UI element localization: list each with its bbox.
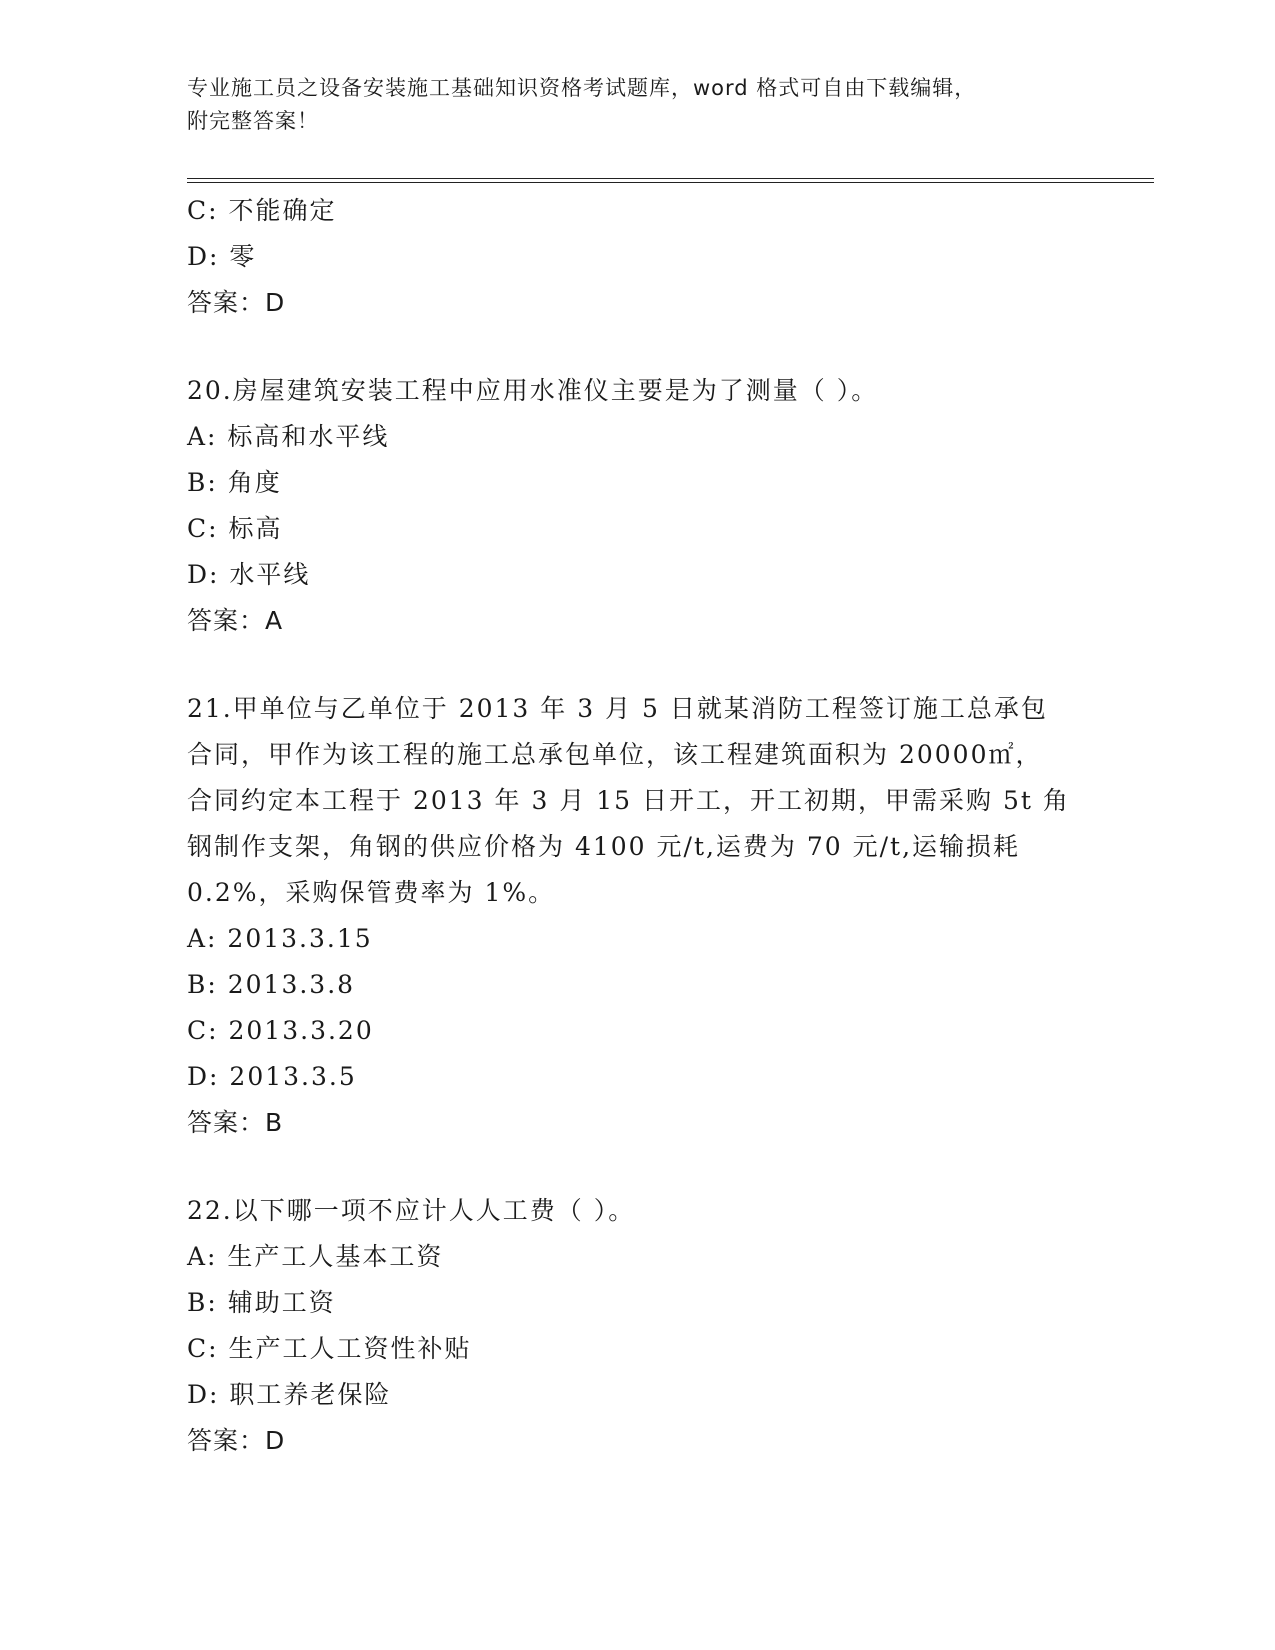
stem-line: 0.2%，采购保管费率为 1%。 <box>187 878 556 907</box>
option-d: D: 职工养老保险 <box>187 1380 392 1409</box>
option-d: D: 零 <box>187 242 257 271</box>
option-b: B: 角度 <box>187 468 282 497</box>
header-line-2: 附完整答案！ <box>187 109 319 133</box>
option-a: A: 生产工人基本工资 <box>187 1242 444 1271</box>
option-a: A: 标高和水平线 <box>187 422 390 451</box>
option-b: B: 2013.3.8 <box>187 970 356 999</box>
question-22 <box>187 1188 1087 1464</box>
question-21 <box>187 686 1087 1146</box>
stem-line: 22.以下哪一项不应计人人工费（ ）。 <box>187 1196 636 1225</box>
question-stem <box>187 368 1087 414</box>
stem-line: 21.甲单位与乙单位于 2013 年 3 月 5 日就某消防工程签订施工总承包 <box>187 694 1048 723</box>
option-c: C: 标高 <box>187 514 283 543</box>
stem-line: 钢制作支架，角钢的供应价格为 4100 元/t,运费为 70 元/t,运输损耗 <box>187 832 1021 861</box>
document-body <box>187 188 1087 1464</box>
answer-line: 答案：D <box>187 288 286 317</box>
previous-question-tail <box>187 188 1087 326</box>
option-d: D: 2013.3.5 <box>187 1062 357 1091</box>
option-b: B: 辅助工资 <box>187 1288 336 1317</box>
question-20 <box>187 368 1087 644</box>
answer-line: 答案：B <box>187 1108 284 1137</box>
question-stem <box>187 686 1087 916</box>
option-a: A: 2013.3.15 <box>187 924 373 953</box>
question-stem <box>187 1188 1087 1234</box>
stem-line: 合同约定本工程于 2013 年 3 月 15 日开工，开工初期，甲需采购 5t 角 <box>187 786 1070 815</box>
option-c: C: 不能确定 <box>187 196 337 225</box>
stem-line: 合同，甲作为该工程的施工总承包单位，该工程建筑面积为 20000㎡， <box>187 740 1043 769</box>
page-header <box>187 72 1067 138</box>
stem-line: 20.房屋建筑安装工程中应用水准仪主要是为了测量（ ）。 <box>187 376 879 405</box>
option-c: C: 生产工人工资性补贴 <box>187 1334 472 1363</box>
header-divider <box>187 178 1154 183</box>
option-c: C: 2013.3.20 <box>187 1016 374 1045</box>
answer-line: 答案：D <box>187 1426 286 1455</box>
header-line-1: 专业施工员之设备安装施工基础知识资格考试题库，word 格式可自由下载编辑， <box>187 76 977 100</box>
option-d: D: 水平线 <box>187 560 311 589</box>
answer-line: 答案：A <box>187 606 284 635</box>
